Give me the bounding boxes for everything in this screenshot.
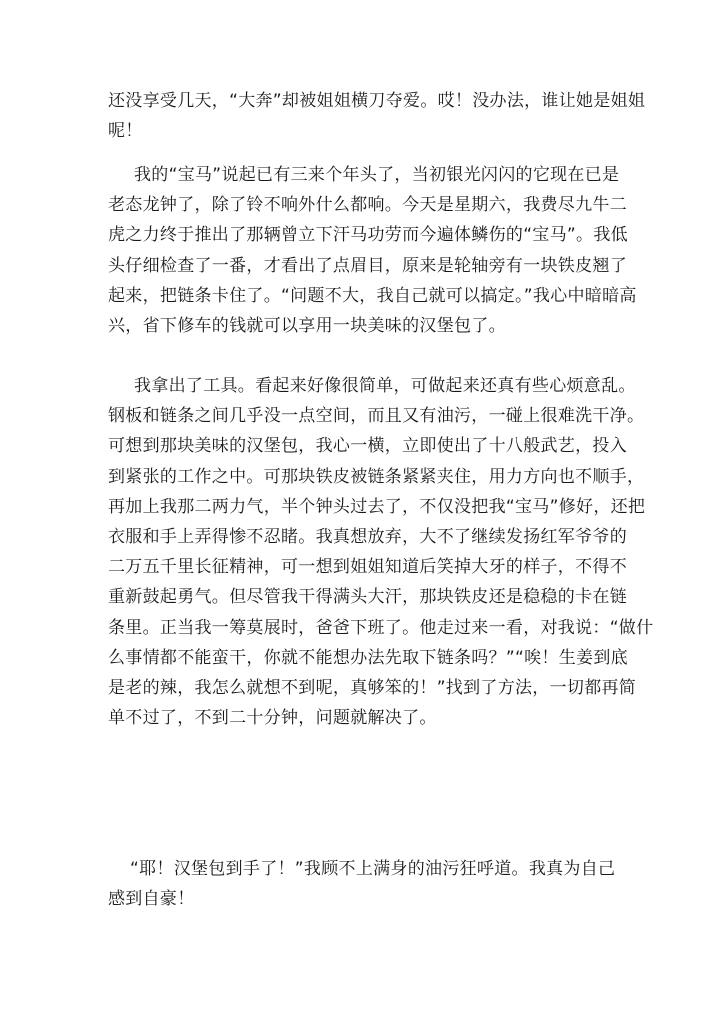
- text-line: 二万五千里长征精神，可一想到姐姐知道后笑掉大牙的样子，不得不: [108, 557, 627, 578]
- text-line: 可想到那块美味的汉堡包，我心一横，立即使出了十八般武艺，投入: [108, 436, 627, 457]
- text-line: 老态龙钟了，除了铃不响外什么都响。今天是星期六，我费尽九牛二: [108, 195, 627, 216]
- text-line: 单不过了，不到二十分钟，问题就解决了。: [108, 708, 437, 729]
- text-line: “耶！汉堡包到手了！”我顾不上满身的油污狂呼道。我真为自己: [130, 859, 616, 879]
- text-line: 是老的辣，我怎么就想不到呢，真够笨的！”找到了方法，一切都再简: [108, 678, 637, 699]
- text-line: 兴，省下修车的钱就可以享用一块美味的汉堡包了。: [108, 316, 506, 337]
- text-line: 感到自豪！: [108, 889, 195, 910]
- text-line: 还没享受几天，“大奔”却被姐姐横刀夺爱。哎！没办法，谁让她是姐姐: [108, 91, 646, 111]
- text-line: 虎之力终于推出了那辆曾立下汗马功劳而今遍体鳞伤的“宝马”。我低: [108, 225, 628, 246]
- text-line: 头仔细检查了一番，才看出了点眉目，原来是轮轴旁有一块铁皮翘了: [108, 255, 627, 276]
- text-line: 衣服和手上弄得惨不忍睹。我真想放弃，大不了继续发扬红军爷爷的: [108, 527, 627, 548]
- text-line: 重新鼓起勇气。但尽管我干得满头大汗，那块铁皮还是稳稳的卡在链: [108, 587, 627, 608]
- text-line: 钢板和链条之间几乎没一点空间，而且又有油污，一碰上很难洗干净。: [108, 406, 645, 427]
- text-line: 我的“宝马”说起已有三来个年头了，当初银光闪闪的它现在已是: [134, 165, 620, 185]
- text-line: 我拿出了工具。看起来好像很简单，可做起来还真有些心烦意乱。: [134, 376, 636, 396]
- text-line: 到紧张的工作之中。可那块铁皮被链条紧紧夹住，用力方向也不顺手，: [108, 466, 645, 487]
- paragraph-4: [108, 854, 618, 914]
- paragraph-2: [108, 160, 637, 341]
- text-line: 么事情都不能蛮干，你就不能想办法先取下链条吗？”“唉！生姜到底: [108, 647, 628, 668]
- text-line: 呢！: [108, 121, 143, 142]
- text-line: 再加上我那二两力气，半个钟头过去了，不仅没把我“宝马”修好，还把: [108, 496, 646, 517]
- text-line: 起来，把链条卡住了。“问题不大，我自己就可以搞定。”我心中暗暗高: [108, 285, 637, 306]
- text-line: 条里。正当我一筹莫展时，爸爸下班了。他走过来一看，对我说：“做什: [108, 617, 654, 638]
- paragraph-3: [108, 371, 654, 733]
- paragraph-1: [108, 86, 646, 146]
